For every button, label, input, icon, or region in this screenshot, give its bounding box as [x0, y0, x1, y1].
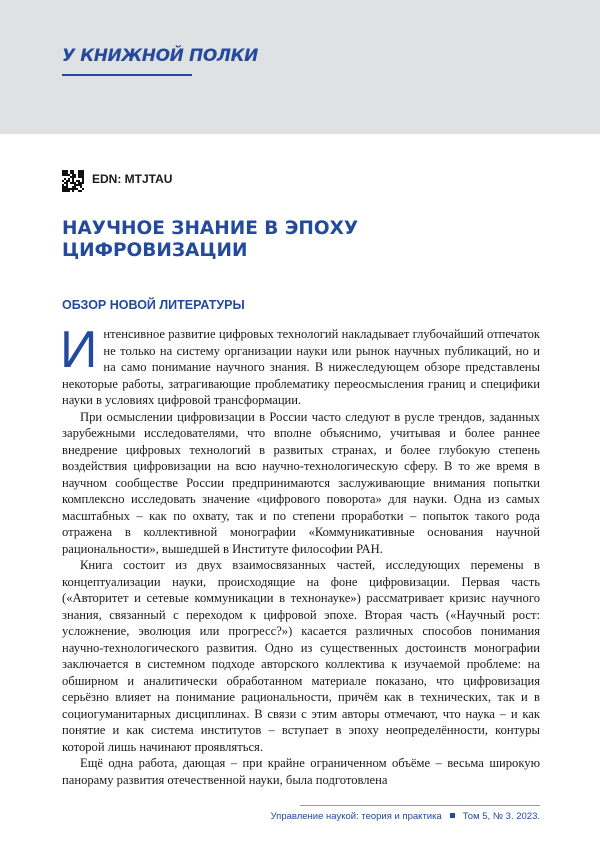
issue-info: Том 5, № 3. 2023.	[462, 811, 540, 822]
article-title	[62, 218, 502, 262]
paragraph: Ещё одна работа, дающая – при крайне ограниченном объёме – весьма широкую панораму развития отечественной науки, была подготовлена	[62, 756, 540, 787]
paragraph	[60, 321, 540, 409]
section-rubric: У КНИЖНОЙ ПОЛКИ	[62, 46, 258, 66]
header-band	[0, 0, 600, 134]
article-body	[60, 321, 540, 788]
article-subtitle: ОБЗОР НОВОЙ ЛИТЕРАТУРЫ	[62, 298, 245, 312]
paragraph-text: нтенсивное развитие цифровых технологий накладывает глубочайший отпечаток не только на систему организации науки или рынок научных публикаций, но и на само понимание научного знания. В нижеследующем обзоре представлены некоторые работы, затрагивающие проблематику переосмысления границ и специфики науки в условиях цифровой трансформации.	[62, 327, 540, 407]
article-title-line: ЦИФРОВИЗАЦИИ	[62, 240, 248, 261]
paragraph: При осмыслении цифровизации в России часто следуют в русле трендов, заданных зарубежными исследователями, что вполне объяснимо, учитывая и более раннее внедрение цифровых технологий в развитых странах, и более глубокую степень воздействия цифровизации на всю научно-технологическую сферу. В то же время в научном сообществе России предпринимаются заслуживающие внимания попытки комплексно исследовать значение «цифрового поворота» для науки. Одна из самых масштабных – как по охвату, так и по степени проработки – попыток такого рода отражена в коллективной монографии «Коммуникативные основания научной рациональности», вышедшей в Институте философии РАН.	[62, 409, 540, 556]
journal-name: Управление наукой: теория и практика	[270, 811, 442, 822]
qr-code-icon	[62, 170, 84, 192]
drop-cap: И	[60, 321, 98, 379]
paragraph: Книга состоит из двух взаимосвязанных частей, исследующих перемены в концептуализации науки, происходящие на фоне цифровизации. Первая часть («Авторитет и сетевые коммуникации в технонауке») рассматривает кризис научного знания, связанный с переходом к цифровой эпохе. Вторая часть («Научный рост: усложнение, эволюция или прогресс?») касается различных способов понимания научно-технологического развития. Одно из существенных достоинств монографии заключается в системном подходе авторского коллектива к изучаемой проблеме: на обширном и аналитически обработанном материале показано, что цифровизация серьёзно влияет на понимание рациональности, причём как в технических, так и в социогуманитарных дисциплинах. В связи с этим авторы отмечают, что наука – и как понятие и как система институтов – вступает в эпоху неопределённости, контуры которой лишь начинают проявляться.	[62, 558, 540, 754]
article-title-line: НАУЧНОЕ ЗНАНИЕ В ЭПОХУ	[62, 218, 359, 239]
rubric-underline	[62, 74, 192, 76]
square-bullet-icon	[450, 813, 455, 818]
page-footer	[271, 811, 540, 822]
footer-divider	[300, 805, 540, 806]
edn-label: EDN: MTJTAU	[92, 172, 173, 186]
